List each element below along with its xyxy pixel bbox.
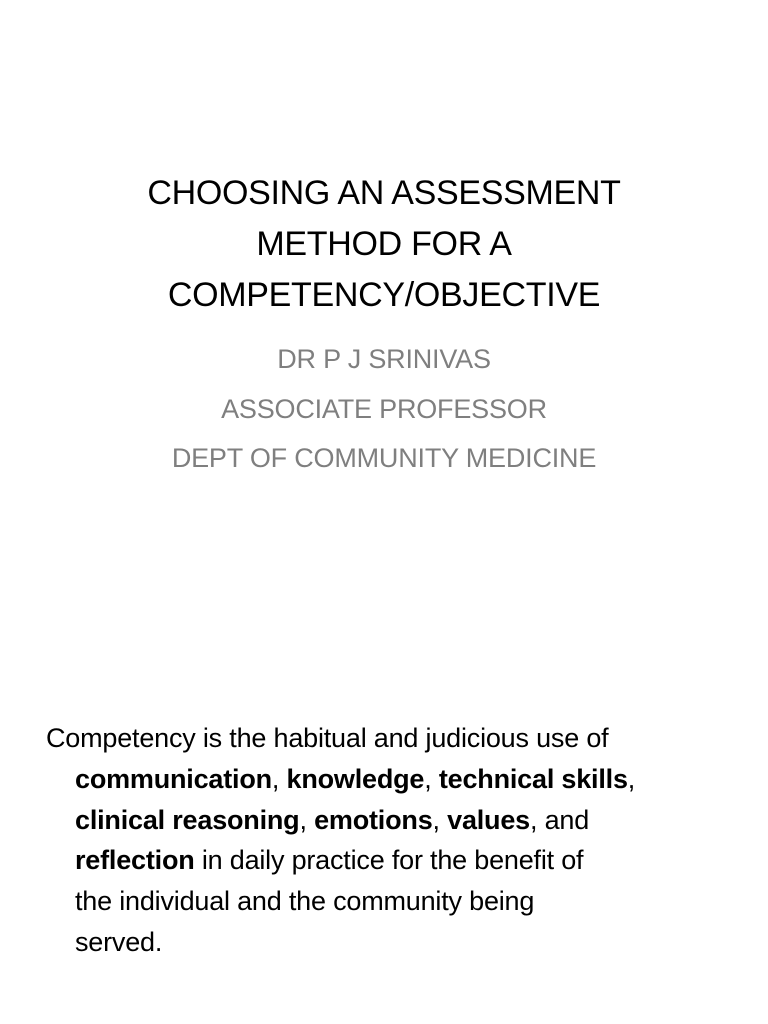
term-knowledge: knowledge [286,763,425,794]
term-emotions: emotions [314,804,433,835]
slide-subtitle [0,335,768,484]
term-values: values [447,804,530,835]
separator: , [299,804,315,835]
definition-line-5: the individual and the community being [75,886,535,917]
definition-line-1 [46,718,726,759]
term-technical-skills: technical skills [438,763,628,794]
definition-line-2 [46,759,726,800]
definition-line-6: served. [75,926,163,957]
title-line-1: CHOOSING AN ASSESSMENT [147,174,621,212]
author-department: DEPT OF COMMUNITY MEDICINE [171,443,597,473]
separator: , [432,804,448,835]
definition-after-reflection: in daily practice for the benefit of [194,845,584,876]
author-designation: ASSOCIATE PROFESSOR [221,393,547,424]
title-line-3: COMPETENCY/OBJECTIVE [167,276,601,314]
definition-line-4 [46,840,726,881]
author-name: DR P J SRINIVAS [277,344,491,374]
term-clinical-reasoning: clinical reasoning [75,804,300,835]
title-line-2: METHOD FOR A [256,225,512,263]
definition-intro: Competency is the habitual and judicious use of [46,723,609,753]
competency-definition [46,718,726,963]
term-communication: communication [75,763,272,794]
separator: , and [529,804,590,835]
separator: , [271,763,287,794]
definition-line-3 [46,800,726,841]
separator: , [424,763,439,794]
separator: , [627,763,636,794]
term-reflection: reflection [75,845,195,876]
slide-title [0,168,768,321]
